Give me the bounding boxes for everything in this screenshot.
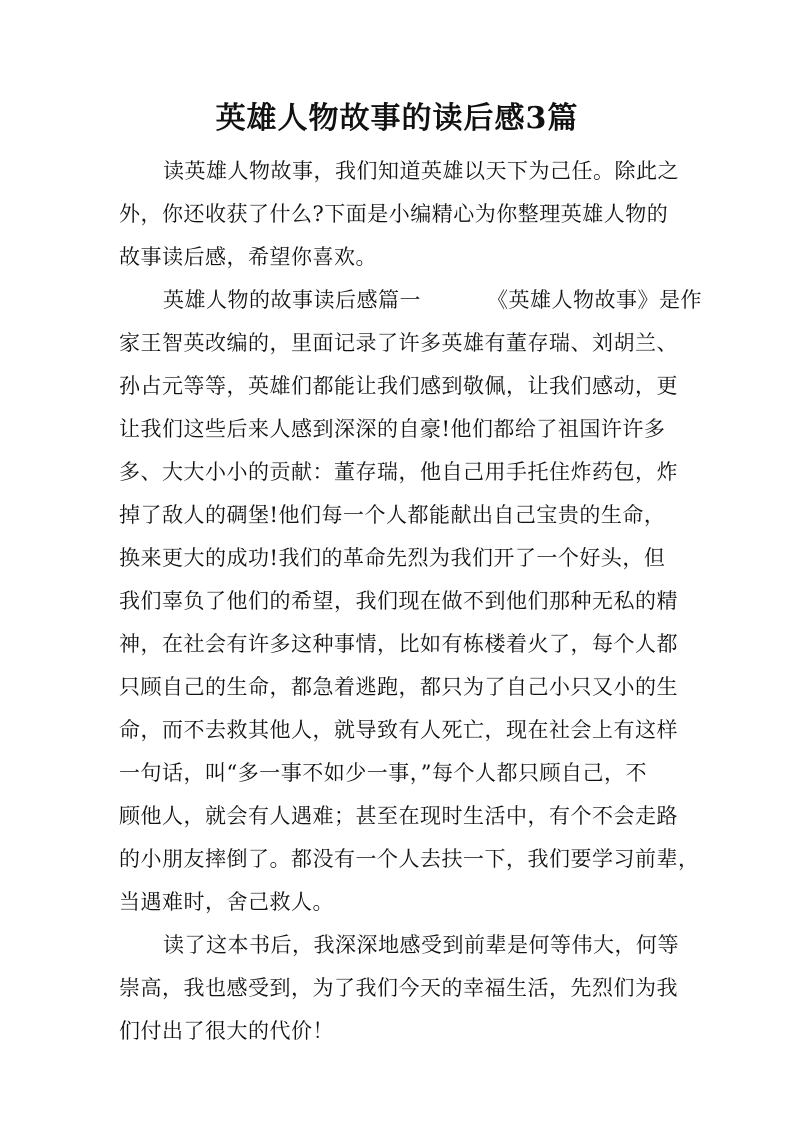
paragraph-line: 的小朋友摔倒了。都没有一个人去扶一下，我们要学习前辈， (119, 847, 700, 871)
section-heading: 英雄人物的故事读后感篇一 (163, 288, 421, 312)
paragraph-line: 读英雄人物故事，我们知道英雄以天下为己任。除此之 (163, 159, 679, 183)
document-title: 英雄人物故事的读后感3篇 (215, 101, 579, 136)
paragraph-line: 一句话，叫“多一事不如少一事，”每个人都只顾自己，不 (119, 761, 647, 785)
paragraph-line: 当遇难时，舍己救人。 (119, 890, 334, 914)
paragraph-line: 命，而不去救其他人，就导致有人死亡，现在社会上有这样 (119, 718, 678, 742)
paragraph-line: 读了这本书后，我深深地感受到前辈是何等伟大，何等 (163, 933, 679, 957)
paragraph-line: 孙占元等等，英雄们都能让我们感到敬佩，让我们感动，更 (119, 374, 678, 398)
paragraph-line: 让我们这些后来人感到深深的自豪!他们都给了祖国许许多 (119, 417, 666, 441)
paragraph-line: 家王智英改编的，里面记录了许多英雄有董存瑞、刘胡兰、 (119, 331, 678, 355)
paragraph-line: 顾他人，就会有人遇难；甚至在现时生活中，有个不会走路 (119, 804, 678, 828)
paragraph-line: 故事读后感，希望你喜欢。 (119, 245, 377, 269)
paragraph-text: 《英雄人物故事》是作 (487, 288, 702, 312)
paragraph-line: 神，在社会有许多这种事情，比如有栋楼着火了，每个人都 (119, 632, 678, 656)
paragraph-line: 只顾自己的生命，都急着逃跑，都只为了自己小只又小的生 (119, 675, 678, 699)
paragraph-line: 崇高，我也感受到，为了我们今天的幸福生活，先烈们为我 (119, 976, 678, 1000)
paragraph-line: 多、大大小小的贡献：董存瑞，他自己用手托住炸药包，炸 (119, 460, 678, 484)
paragraph-line: 换来更大的成功!我们的革命先烈为我们开了一个好头，但 (119, 546, 666, 570)
paragraph-line: 外，你还收获了什么?下面是小编精心为你整理英雄人物的 (119, 202, 669, 226)
paragraph-line: 掉了敌人的碉堡!他们每一个人都能献出自己宝贵的生命， (119, 503, 666, 527)
paragraph-line: 我们辜负了他们的希望，我们现在做不到他们那种无私的精 (119, 589, 678, 613)
section-heading-line (163, 285, 702, 315)
paragraph-line: 们付出了很大的代价！ (119, 1019, 334, 1043)
